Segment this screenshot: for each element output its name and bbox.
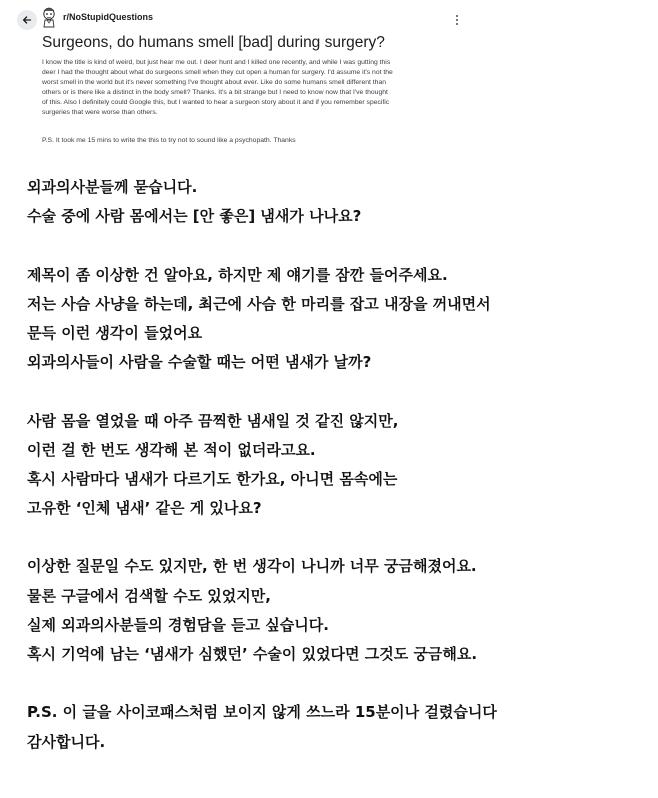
translation-line: 외과의사들이 사람을 수술할 때는 어떤 냄새가 날까? [27,353,372,372]
post-body [42,58,472,119]
translation-line: 이런 걸 한 번도 생각해 본 적이 없더라고요. [27,440,316,459]
translation-line: 물론 구글에서 검색할 수도 있었지만, [27,586,271,605]
translation-line: 사람 몸을 열었을 때 아주 끔찍한 냄새일 것 같진 않지만, [27,411,399,430]
translation-line: 저는 사슴 사냥을 하는데, 최근에 사슴 한 마리를 잡고 내장을 꺼내면서 [27,294,491,313]
korean-translation [27,173,647,757]
post-body-line: surgeries that were worse than others. [42,109,158,117]
translation-line: 고유한 ‘인체 냄새’ 같은 게 있나요? [27,499,262,518]
translation-line: 이상한 질문일 수도 있지만, 한 번 생각이 나니까 너무 궁금해졌어요. [27,557,477,576]
post-body-line: deer I had the thought about what do surgeons smell when they cut open a human for surgery. I'd assume it's not the [42,69,393,77]
post-body-line: worst smell in the world but it's never something I've thought about ever. Like do some humans smell different than [42,79,387,87]
translation-line: 실제 외과의사분들의 경험담을 듣고 싶습니다. [27,615,329,634]
translation-line: 혹시 사람마다 냄새가 다르기도 한가요, 아니면 몸속에는 [27,469,398,488]
post-title: Surgeons, do humans smell [bad] during surgery? [42,34,385,51]
subreddit-name[interactable]: r/NoStupidQuestions [63,12,153,22]
post-body-line: of this. Also I definitely could Google this, but I wanted to hear a surgeon story about it and if you remember specific [42,99,390,107]
back-button[interactable] [17,10,37,30]
translation-line [27,669,647,698]
translation-line [27,231,647,260]
translation-line: P.S. 이 글을 사이코패스처럼 보이지 않게 쓰느라 15분이나 걸렸습니다 [27,703,497,722]
post-body-line: others or is there like a distinct in the body smell? Thanks. It's a bit strange but I need to know now that I've thought [42,89,388,97]
translation-line: 수술 중에 사람 몸에서는 [안 좋은] 냄새가 나나요? [27,207,362,226]
more-vertical-icon [455,14,459,26]
reddit-post-screenshot [0,0,658,160]
translation-line [27,523,647,552]
translation-line: 감사합니다. [27,732,106,751]
translation-line: 외과의사분들께 묻습니다. [27,178,198,196]
translation-line: 문득 이런 생각이 들었어요 [27,323,203,342]
post-ps: P.S. It took me 15 mins to write the this to try not to sound like a psychopath. Thanks [42,137,296,144]
translation-line [27,377,647,406]
arrow-left-icon [22,15,32,25]
translation-line: 혹시 기억에 남는 ‘냄새가 심했던’ 수술이 있었다면 그것도 궁금해요. [27,645,478,663]
more-options-button[interactable] [447,10,467,30]
translation-line: 제목이 좀 이상한 건 알아요, 하지만 제 얘기를 잠깐 들어주세요. [27,265,448,284]
post-body-line: I know the title is kind of weird, but just hear me out. I deer hunt and I killed one recently, and while I was gutting this [42,59,391,66]
subreddit-avatar[interactable] [40,6,58,30]
